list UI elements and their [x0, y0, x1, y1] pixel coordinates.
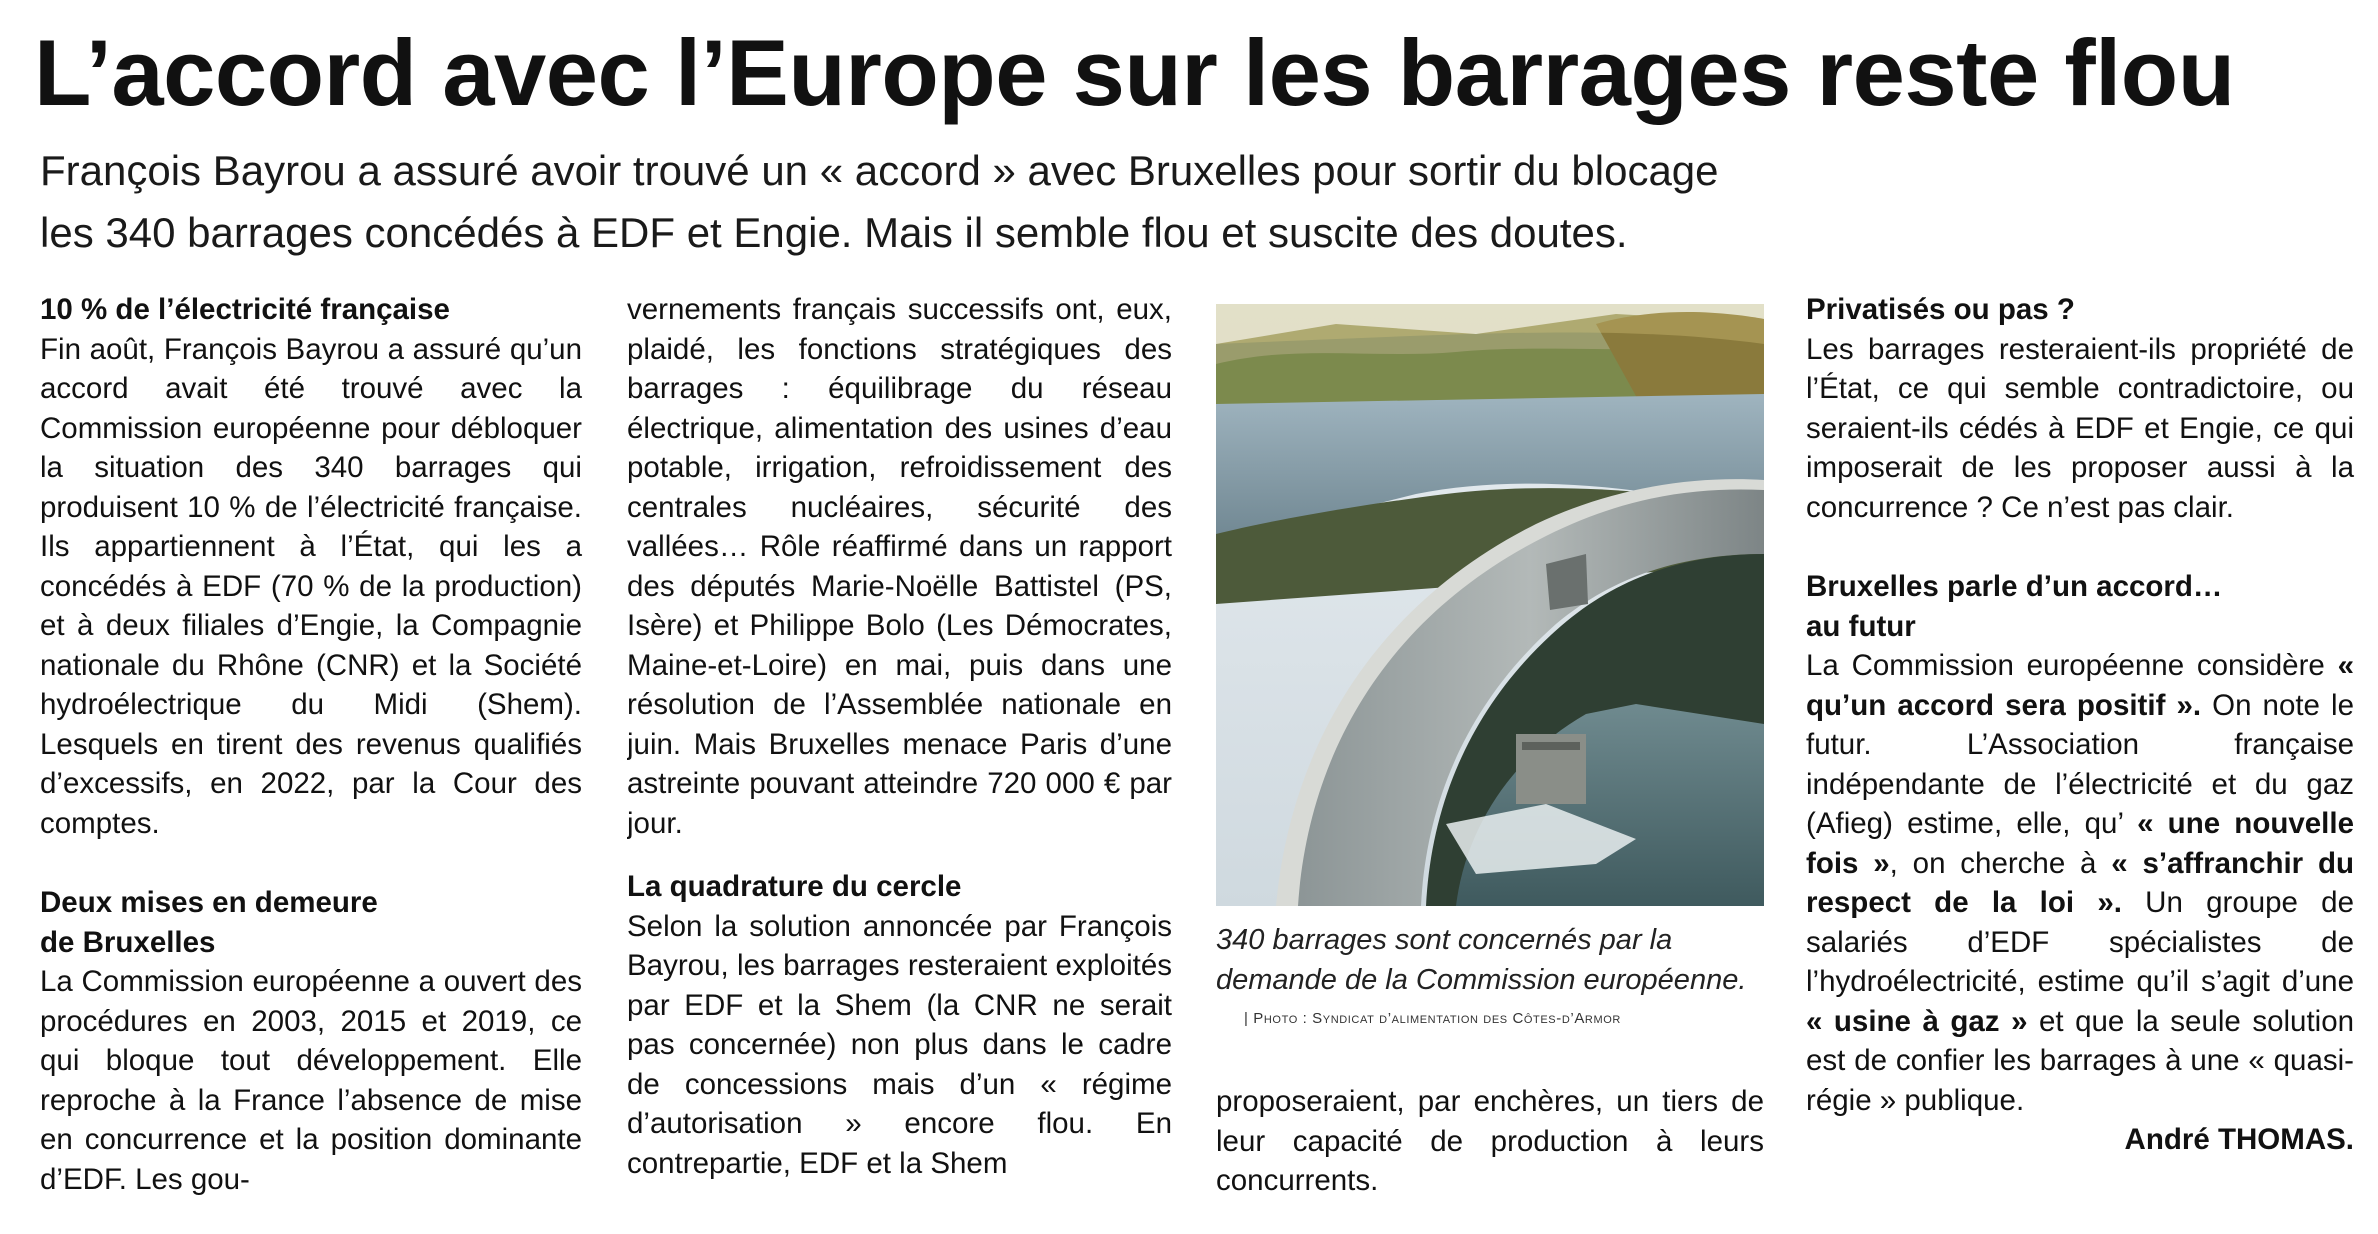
standfirst-line-1: François Bayrou a assuré avoir trouvé un « accord » avec Bruxelles pour sortir du blocage	[40, 147, 1719, 194]
text-span: Un groupe de salariés d’EDF spécialistes de l’hydroélectricité, estime qu’il s’agit d’une	[1806, 886, 2354, 998]
dam-photo	[1216, 304, 1764, 906]
standfirst	[40, 140, 2340, 264]
standfirst-line-2: les 340 barrages concédés à EDF et Engie. Mais il semble flou et suscite des doutes.	[40, 209, 1628, 256]
quote-affranchir: « s’affranchir du respect de la loi ».	[1806, 846, 2354, 919]
text-span: , on cherche à	[1889, 846, 2112, 880]
column-2	[627, 290, 1172, 1183]
paragraph-bruxelles-accord	[1806, 646, 2354, 1120]
paragraph-mises-en-demeure	[40, 962, 582, 1199]
paragraph-privatises: Les barrages resteraient-ils propriété de l’État, ce qui semble contradictoire, ou seraient-ils cédés à EDF et Engie, ce qui imposerait de les proposer aussi à la concurrence ? Ce n’est pas clair.	[1806, 332, 2354, 524]
quote-nouvelle-fois: « une nouvelle fois »	[1806, 807, 2354, 880]
author-signature: André THOMAS.	[2124, 1123, 2354, 1156]
paragraph-quadrature: Selon la solution annoncée par François Bayrou, les barrages resteraient exploités par EDF et la Shem (la CNR ne serait pas concernée) non plus dans le cadre de concessions mais d’un « régime d’autorisation » encore flou. En contrepartie, EDF et la Shem	[627, 909, 1172, 1180]
paragraph-text: La Commission européenne a ouvert des procédures en 2003, 2015 et 2019, ce qui bloque tout développement. Elle reproche à la France l’absence de mise en concurrence et la position dominante d’EDF. Les gou-	[40, 965, 582, 1196]
paragraph-quadrature-continued: proposeraient, par enchères, un tiers de leur capacité de production à leurs concurrents.	[1216, 1085, 1764, 1197]
subheading-quadrature: La quadrature du cercle	[627, 870, 962, 903]
paragraph-mises-en-demeure-continued	[627, 290, 1172, 843]
paragraph-electricite: Fin août, François Bayrou a assuré qu’un accord avait été trouvé avec la Commission européenne pour débloquer la situation des 340 barrages qui produisent 10 % de l’électricité française. Ils appartiennent à l’État, qui les a concédés à EDF (70 % de la production) et à deux filiales d’Engie, la Compagnie nationale du Rhône (CNR) et la Société hydroélectrique du Midi (Shem). Lesquels en tirent des revenus qualifiés d’excessifs, en 2022, par la Cour des comptes.	[40, 332, 582, 840]
figure-dam	[1216, 304, 1764, 1027]
subheading-line: de Bruxelles	[40, 925, 216, 959]
column-4	[1806, 290, 2354, 1160]
subheading-line: au futur	[1806, 609, 1916, 643]
subheading-line: Deux mises en demeure	[40, 886, 378, 919]
text-span: La Commission européenne considère	[1806, 649, 2338, 682]
photo-credit: | Photo : Syndicat d’alimentation des Côtes-d’Armor	[1244, 1010, 1621, 1027]
subheading-bruxelles-accord	[1806, 567, 2354, 646]
photo-caption: 340 barrages sont concernés par la demande de la Commission européenne.	[1216, 924, 1747, 996]
quote-usine-a-gaz: « usine à gaz »	[1806, 1004, 2028, 1038]
paragraph-gouvernements: vernements français successifs ont, eux, plaidé, les fonctions stratégiques des barrages : équilibrage du réseau électrique, alimentation des usines d’eau potable, irrigation, refroidissement des centrales nucléaires, sécurité des vallées… Rôle réaffirmé dans un rapport des députés Marie-Noëlle Battistel (PS, Isère) et Philippe Bolo (Les Démocrates, Maine-et-Loire) en mai, puis dans une résolution de l’Assemblée nationale en juin. Mais Bruxelles menace Paris d’une astreinte pouvant atteindre 720 000 € par jour.	[627, 293, 1172, 840]
text-span: On note le futur. L’Association française indépendante de l’électricité et du gaz (Afieg) estime, elle, qu’	[1806, 688, 2354, 840]
column-1	[40, 290, 582, 1199]
column-3-continued	[1216, 1082, 1764, 1201]
text-span: et que la seule solution est de confier les barrages à une « quasi-régie » publique.	[1806, 1004, 2355, 1117]
headline: L’accord avec l’Europe sur les barrages reste flou	[34, 20, 2235, 125]
subheading-privatises: Privatisés ou pas ?	[1806, 293, 2075, 326]
subheading-mises-en-demeure	[40, 883, 582, 962]
subheading-electricite: 10 % de l’électricité française	[40, 293, 450, 326]
subheading-line: Bruxelles parle d’un accord…	[1806, 570, 2223, 603]
quote-accord-positif: « qu’un accord sera positif ».	[1806, 649, 2354, 722]
